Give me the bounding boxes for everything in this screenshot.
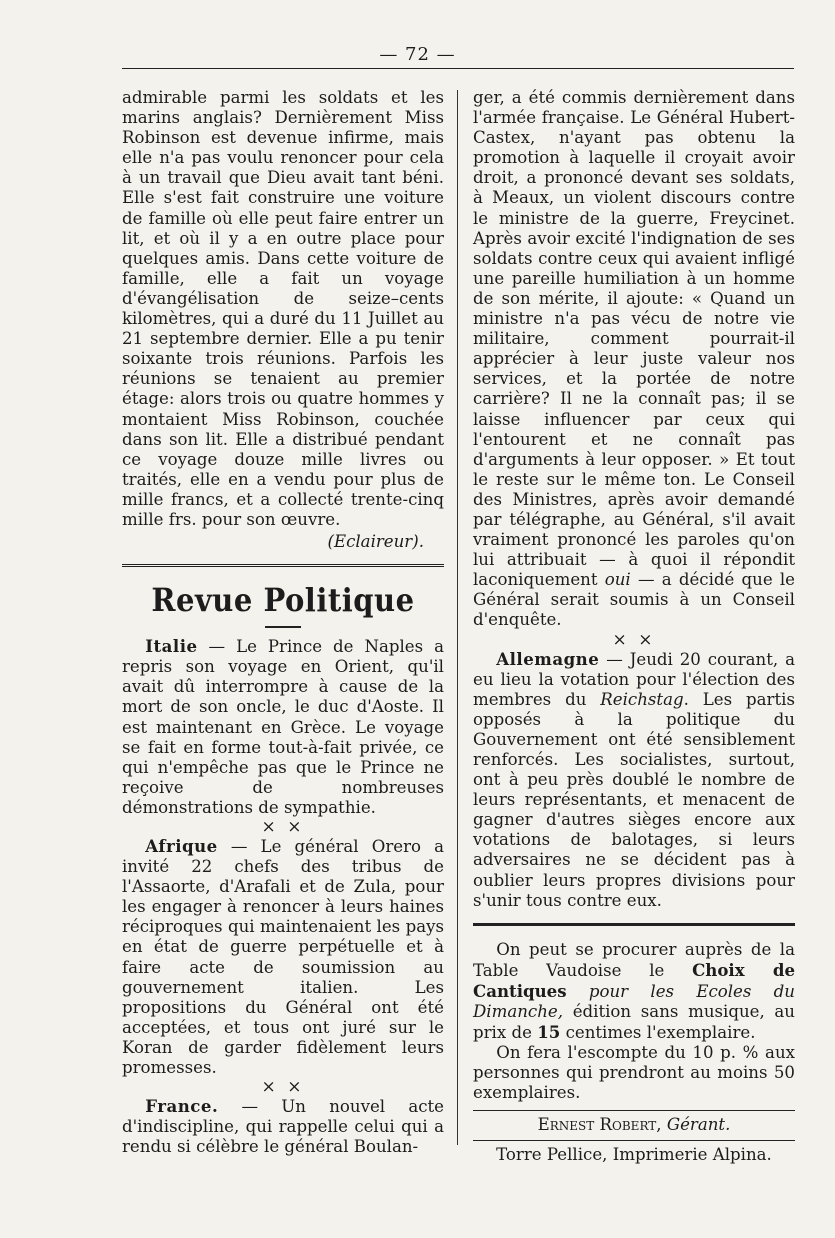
- france-oui: oui: [604, 570, 631, 590]
- news-italie-text: — Le Prince de Naples a repris son voyage en Orient, qu'il avait dû interrompre à cause de la mort de son oncle, le duc d'Aoste. Il est maintenant en Grèce. Le voyage se fait en forme tout-à-fait privée, ce qui n'empêche pas que le Prince ne reçoive de nombreuses démonstrations de sympathie.: [122, 637, 444, 817]
- intro-paragraph: admirable parmi les soldats et les marins anglais? Dernièrement Miss Robinson est devenue infirme, mais elle n'a pas voulu renoncer pour cela à un travail que Dieu avait tant béni. Elle s'est fait construire une voiture de famille où elle peut faire entrer un lit, et où il y a en outre place pour quelques amis. Dans cette voiture de famille, elle a fait un voyage d'évangélisation de seize–cents kilomètres, qui a duré du 11 Juillet au 21 septembre dernier. Elle a pu tenir soixante trois réunions. Parfois les réunions se tenaient au premier étage: alors trois ou quatre hommes y montaient Miss Robinson, couchée dans son lit. Elle a distribué pendant ce voyage douze mille livres ou traités, elle en a vendu pour plus de mille francs, et a collecté trente-cinq mille frs. pour son œuvre.: [122, 88, 444, 529]
- news-afrique: [122, 836, 444, 1078]
- gerant-name: Ernest Robert,: [537, 1114, 662, 1134]
- france-cont-text: ger, a été commis dernièrement dans l'armée française. Le Général Hubert-Castex, n'ayant pas obtenu la promotion à laquelle il croyait avoir droit, a prononcé devant ses soldats, à Meaux, un violent discours contre le ministre de la guerre, Freycinet. Après avoir excité l'indignation de ses soldats contre ceux qui avaient infligé une pareille humiliation à un homme de son mérite, il ajoute: « Quand un ministre n'a pas vécu de notre vie militaire, comment pourrait-il apprécier à leur juste valeur nos services, et la portée de notre carrière? Il ne la connaît pas; il se laisse influencer par ceux qui l'entourent et ne connaît pas d'arguments à leur opposer. » Et tout le reste sur le même ton. Le Conseil des Ministres, après avoir demandé par télégraphe, au Général, s'il avait vraiment prononcé les paroles qu'on lui attribuait — à quoi il répondit laconiquement: [473, 88, 795, 590]
- gerant-title: Gérant.: [666, 1114, 731, 1134]
- notice-book-title: Choix de Cantiques: [473, 959, 795, 1001]
- left-column: [122, 88, 444, 1157]
- news-france: [122, 1096, 444, 1157]
- gerant-line: [473, 1110, 795, 1135]
- notice-paragraph: [473, 940, 795, 1043]
- news-france-continued: [473, 88, 795, 631]
- right-column: [473, 88, 795, 1165]
- section-title: Revue Politique: [151, 581, 415, 619]
- notice-book-subtitle: pour les Ecoles du Dimanche,: [473, 981, 795, 1022]
- news-france-text: — Un nouvel acte d'indiscipline, qui rappelle celui qui a rendu si célèbre le général Boulan-: [122, 1097, 444, 1157]
- news-allemagne: [473, 649, 795, 911]
- country-italie: Italie: [145, 636, 198, 657]
- allemagne-text-1: — Jeudi 20 courant, a eu lieu la votation pour l'élection des membres du: [473, 649, 795, 709]
- discount-paragraph: On fera l'escompte du 10 p. % aux personnes qui prendront au moins 50 exemplaires.: [473, 1043, 795, 1103]
- news-italie: [122, 636, 444, 818]
- notice-text-b: édition sans musique, au prix de: [473, 1002, 795, 1043]
- title-underline: [265, 626, 301, 628]
- notice-text-c: centimes l'exemplaire.: [560, 1023, 756, 1043]
- header-rule: [122, 68, 794, 69]
- page-number: — 72 —: [379, 44, 456, 65]
- item-separator: × ×: [612, 629, 656, 650]
- notice-text-a: On peut se procurer auprès de la Table Vaudoise le: [473, 939, 795, 980]
- item-separator: × ×: [261, 1077, 305, 1098]
- france-end-text: — a décidé que le Général serait soumis à un Conseil d'enquête.: [473, 570, 795, 630]
- country-allemagne: Allemagne: [496, 648, 600, 669]
- country-france: France.: [145, 1096, 219, 1117]
- imprint: Torre Pellice, Imprimerie Alpina.: [473, 1140, 795, 1165]
- section-rule: [122, 564, 444, 567]
- country-afrique: Afrique: [145, 836, 218, 856]
- notice-rule: [473, 923, 795, 926]
- allemagne-text-2: . Les partis opposés à la politique du Gouvernement ont été sensiblement renforcés. Les socialistes, surtout, ont à peu près doublé le nombre de leurs représentants, et menacent de gagner d'autres sièges encore aux votations de balotages, si leurs adversaires ne se décident pas à oublier leurs propres divisions pour s'unir tous contre eux.: [473, 689, 795, 910]
- reichstag: Reichstag: [600, 689, 684, 709]
- article-signature: (Eclaireur).: [327, 532, 424, 552]
- news-afrique-text: — Le général Orero a invité 22 chefs des tribus de l'Assaorte, d'Arafali et de Zula, pour les engager à renoncer à leurs haines réciproques qui maintenaient les pays en état de guerre perpétuelle et à faire acte de soumission au gouvernement italien. Les propositions du Général ont été acceptées, et tous ont juré sur le Koran de garder fidèlement leurs promesses.: [122, 837, 444, 1078]
- item-separator: × ×: [261, 817, 305, 837]
- notice-price: 15: [537, 1022, 561, 1043]
- column-divider: [457, 90, 458, 1145]
